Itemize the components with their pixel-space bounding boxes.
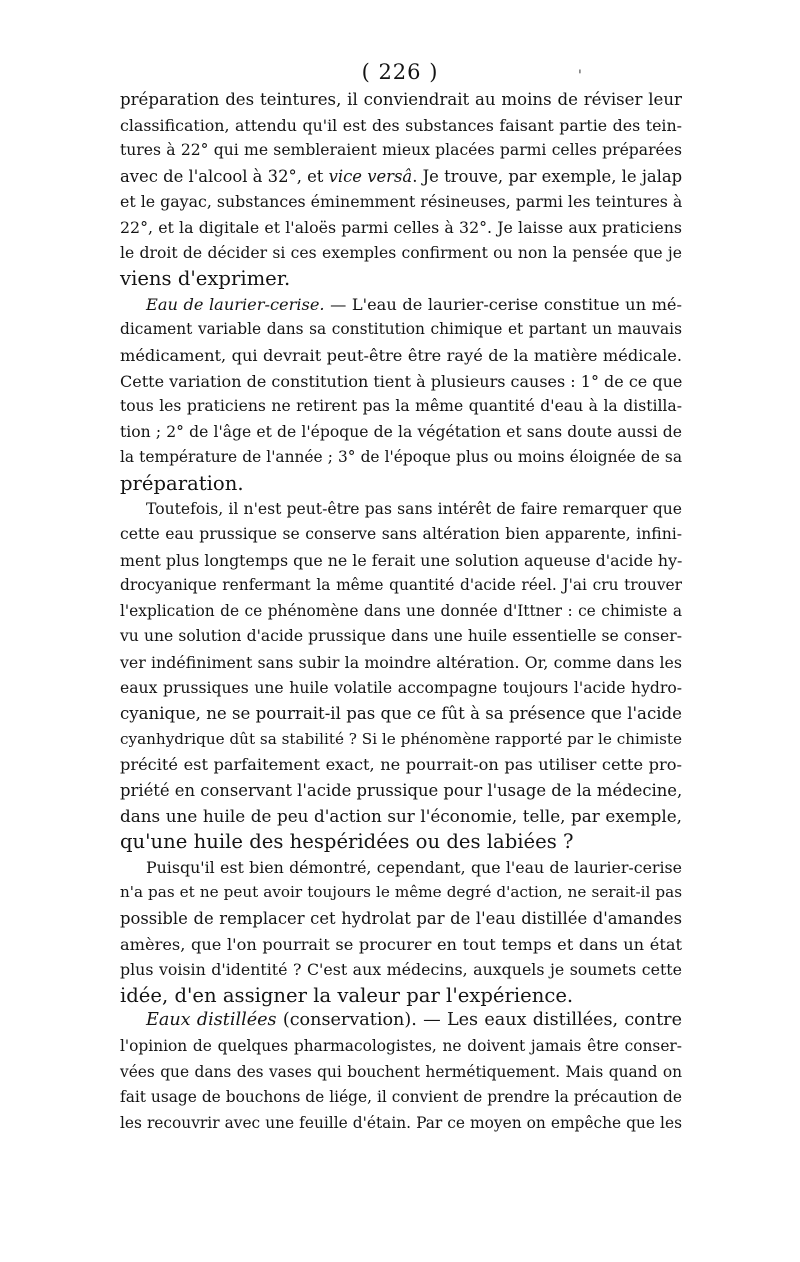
page-number: ( 226 ) [361,60,439,84]
text-line: préparation. [120,471,244,495]
text-line: n'a pas et ne peut avoir toujours le même degré d'action, ne serait-il pas [120,883,682,902]
text-line [120,292,682,318]
text-line: ver indéfiniment sans subir la moindre altération. Or, comme dans les [120,653,682,673]
text-line [120,1008,682,1034]
text-line: vu une solution d'acide prussique dans une huile essentielle se conser- [120,627,682,646]
stray-mark: ' [578,68,582,84]
text-line: Puisqu'il est bien démontré, cependant, que l'eau de laurier-cerise [146,857,682,877]
text-line: vées que dans des vases qui bouchent hermétiquement. Mais quand on [120,1062,682,1081]
text-line: dicament variable dans sa constitution chimique et partant un mauvais [120,320,682,339]
text-line: qu'une huile des hespéridées ou des labiées ? [120,830,574,854]
text-line: le droit de décider si ces exemples confirment ou non la pensée que je [120,243,682,262]
text-segment: . Je trouve, par exemple, le jalap [412,166,683,186]
text-line: amères, que l'on pourrait se procurer en tout temps et dans un état [120,934,682,954]
text-line: tion ; 2° de l'âge et de l'époque de la végétation et sans doute aussi de [120,422,682,441]
body-text [120,87,682,1136]
text-line: drocyanique renfermant la même quantité d'acide réel. J'ai cru trouver [120,576,682,595]
text-line: ment plus longtemps que ne le ferait une solution aqueuse d'acide hy- [120,550,683,570]
text-segment: avec de l'alcool à 32°, et [120,166,329,186]
text-line: la température de l'année ; 3° de l'époque plus ou moins éloignée de sa [120,448,682,467]
text-line: médicament, qui devrait peut-être être rayé de la matière médicale. [120,345,682,365]
text-line: dans une huile de peu d'action sur l'économie, telle, par exemple, [120,805,682,826]
text-line: possible de remplacer cet hydrolat par de l'eau distillée d'amandes [120,909,682,928]
text-line: et le gayac, substances éminemment résineuses, parmi les teintures à [120,192,683,212]
text-line: les recouvrir avec une feuille d'étain. Par ce moyen on empêche que les [120,1113,682,1132]
text-line: cette eau prussique se conserve sans altération bien apparente, infini- [120,525,682,544]
text-segment: (conservation). — Les eaux distillées, contre [276,1010,682,1031]
text-line: Toutefois, il n'est peut-être pas sans intérêt de faire remarquer que [146,499,682,518]
text-line: l'explication de ce phénomène dans une donnée d'Ittner : ce chimiste a [120,601,682,620]
text-line: eaux prussiques une huile volatile accompagne toujours l'acide hydro- [120,678,682,697]
italic-phrase: vice versâ [328,166,413,186]
text-line: idée, d'en assigner la valeur par l'expérience. [120,983,574,1007]
text-line: classification, attendu qu'il est des substances faisant partie des tein- [120,115,682,135]
text-line: viens d'exprimer. [120,267,291,291]
text-line [120,164,682,190]
text-line: tures à 22° qui me sembleraient mieux placées parmi celles préparées [120,141,682,160]
text-line: préparation des teintures, il conviendrait au moins de réviser leur [120,90,682,109]
text-line: tous les praticiens ne retirent pas la même quantité d'eau à la distilla- [120,397,682,416]
text-line: l'opinion de quelques pharmacologistes, ne doivent jamais être conser- [120,1036,682,1055]
section-heading: Eau de laurier-cerise. [146,294,325,314]
text-line: précité est parfaitement exact, ne pourrait-on pas utiliser cette pro- [120,755,682,775]
text-line: plus voisin d'identité ? C'est aux médecins, auxquels je soumets cette [120,960,682,980]
text-line: cyanhydrique dût sa stabilité ? Si le phénomène rapporté par le chimiste [120,729,682,748]
text-line: fait usage de bouchons de liége, il convient de prendre la précaution de [120,1088,682,1107]
text-line: Cette variation de constitution tient à plusieurs causes : 1° de ce que [120,371,683,391]
section-heading: Eaux distillées [146,1010,277,1031]
text-segment: — L'eau de laurier-cerise constitue un mé- [324,294,682,314]
text-line: 22°, et la digitale et l'aloës parmi celles à 32°. Je laisse aux praticiens [120,217,682,237]
text-line: cyanique, ne se pourrait-il pas que ce fût à sa présence que l'acide [120,704,682,724]
text-line: priété en conservant l'acide prussique pour l'usage de la médecine, [120,781,683,801]
